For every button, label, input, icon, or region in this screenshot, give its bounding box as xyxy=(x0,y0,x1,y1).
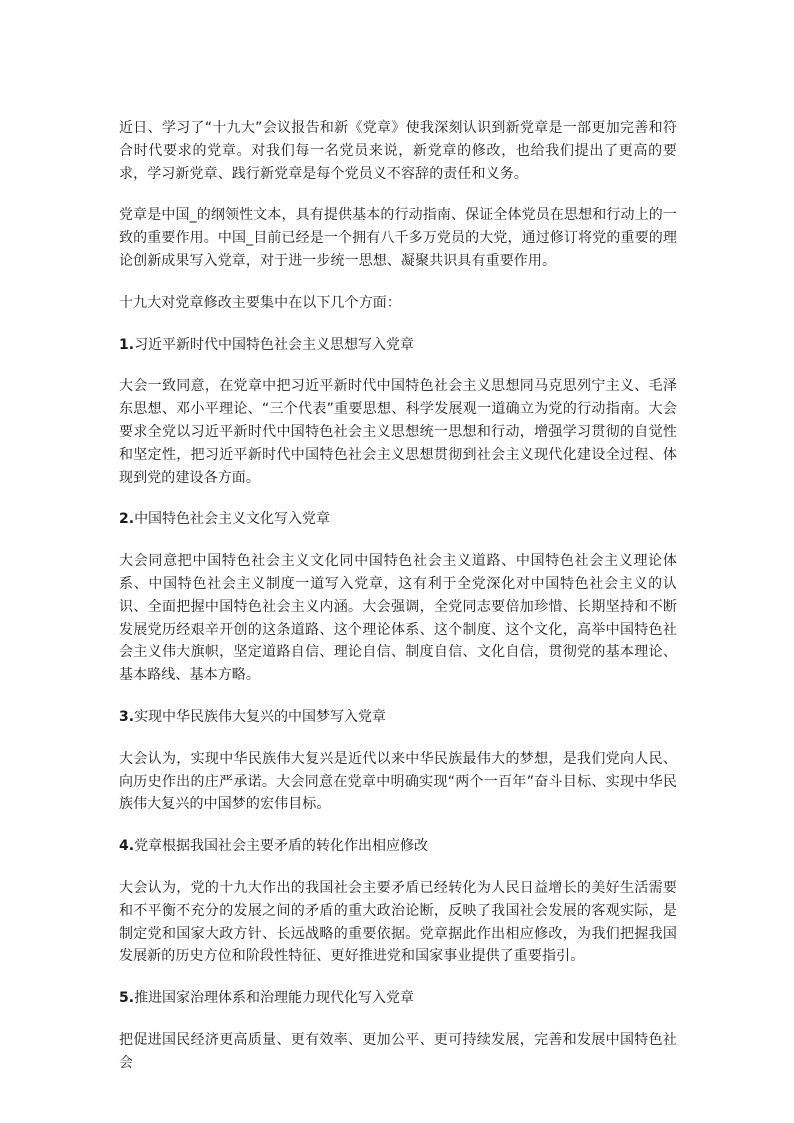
document-page xyxy=(119,117,677,1075)
section-body: 大会认为，实现中华民族伟大复兴是近代以来中华民族最伟大的梦想，是我们党向人民、向历史作出的庄严承诺。大会同意在党章中明确实现“两个一百年”奋斗目标、实现中华民族伟大复兴的中国梦的宏伟目标。 xyxy=(119,750,677,813)
section-heading xyxy=(119,508,677,531)
section-number: 5. xyxy=(119,990,135,1007)
charter-role-paragraph: 党章是中国_的纲领性文本，具有提供基本的行动指南、保证全体党员在思想和行动上的一致的重要作用。中国_目前已经是一个拥有八千多万党员的大党，通过修订将党的重要的理论创新成果写入党章，对于进一步统一思想、凝聚共识具有重要作用。 xyxy=(119,207,677,269)
section-number: 2. xyxy=(119,511,135,528)
section-body: 把促进国民经济更高质量、更有效率、更加公平、更可持续发展，完善和发展中国特色社会 xyxy=(119,1031,677,1071)
intro-paragraph: 近日、学习了“十九大”会议报告和新《党章》使我深刻认识到新党章是一部更加完善和符合时代要求的党章。对我们每一名党员来说，新党章的修改，也给我们提出了更高的要求，学习新党章、践行新党章是每个党员义不容辞的责任和义务。 xyxy=(119,120,677,182)
section-title: 党章根据我国社会主要矛盾的转化作出相应修改 xyxy=(134,838,429,855)
summary-paragraph: 十九大对党章修改主要集中在以下几个方面： xyxy=(119,294,401,311)
section-title: 中国特色社会主义文化写入党章 xyxy=(134,511,331,528)
section-heading xyxy=(119,987,677,1010)
section-number: 3. xyxy=(119,708,135,725)
section-number: 1. xyxy=(119,336,135,353)
section-title: 推进国家治理体系和治理能力现代化写入党章 xyxy=(134,990,415,1007)
section-body: 大会认为，党的十九大作出的我国社会主要矛盾已经转化为人民日益增长的美好生活需要和不平衡不充分的发展之间的矛盾的重大政治论断，反映了我国社会发展的客观实际，是制定党和国家大政方针、长远战略的重要依据。党章据此作出相应修改，为我们把握我国发展新的历史方位和阶段性特征、更好推进党和国家事业提供了重要指引。 xyxy=(119,879,677,965)
section-title: 实现中华民族伟大复兴的中国梦写入党章 xyxy=(134,708,387,725)
section-heading xyxy=(119,706,677,729)
section-heading xyxy=(119,334,677,357)
section-number: 4. xyxy=(119,838,135,855)
section-body: 大会一致同意，在党章中把习近平新时代中国特色社会主义思想同马克思列宁主义、毛泽东思想、邓小平理论、“三个代表”重要思想、科学发展观一道确立为党的行动指南。大会要求全党以习近平新时代中国特色社会主义思想统一思想和行动，增强学习贯彻的自觉性和坚定性，把习近平新时代中国特色社会主义思想贯彻到社会主义现代化建设全过程、体现到党的建设各方面。 xyxy=(119,378,677,486)
section-heading xyxy=(119,835,677,858)
section-title: 习近平新时代中国特色社会主义思想写入党章 xyxy=(134,336,415,353)
section-body: 大会同意把中国特色社会主义文化同中国特色社会主义道路、中国特色社会主义理论体系、中国特色社会主义制度一道写入党章，这有利于全党深化对中国特色社会主义的认识、全面把握中国特色社会主义内涵。大会强调，全党同志要倍加珍惜、长期坚持和不断发展党历经艰辛开创的这条道路、这个理论体系、这个制度、这个文化，高举中国特色社会主义伟大旗帜，坚定道路自信、理论自信、制度自信、文化自信，贯彻党的基本理论、基本路线、基本方略。 xyxy=(119,553,677,684)
